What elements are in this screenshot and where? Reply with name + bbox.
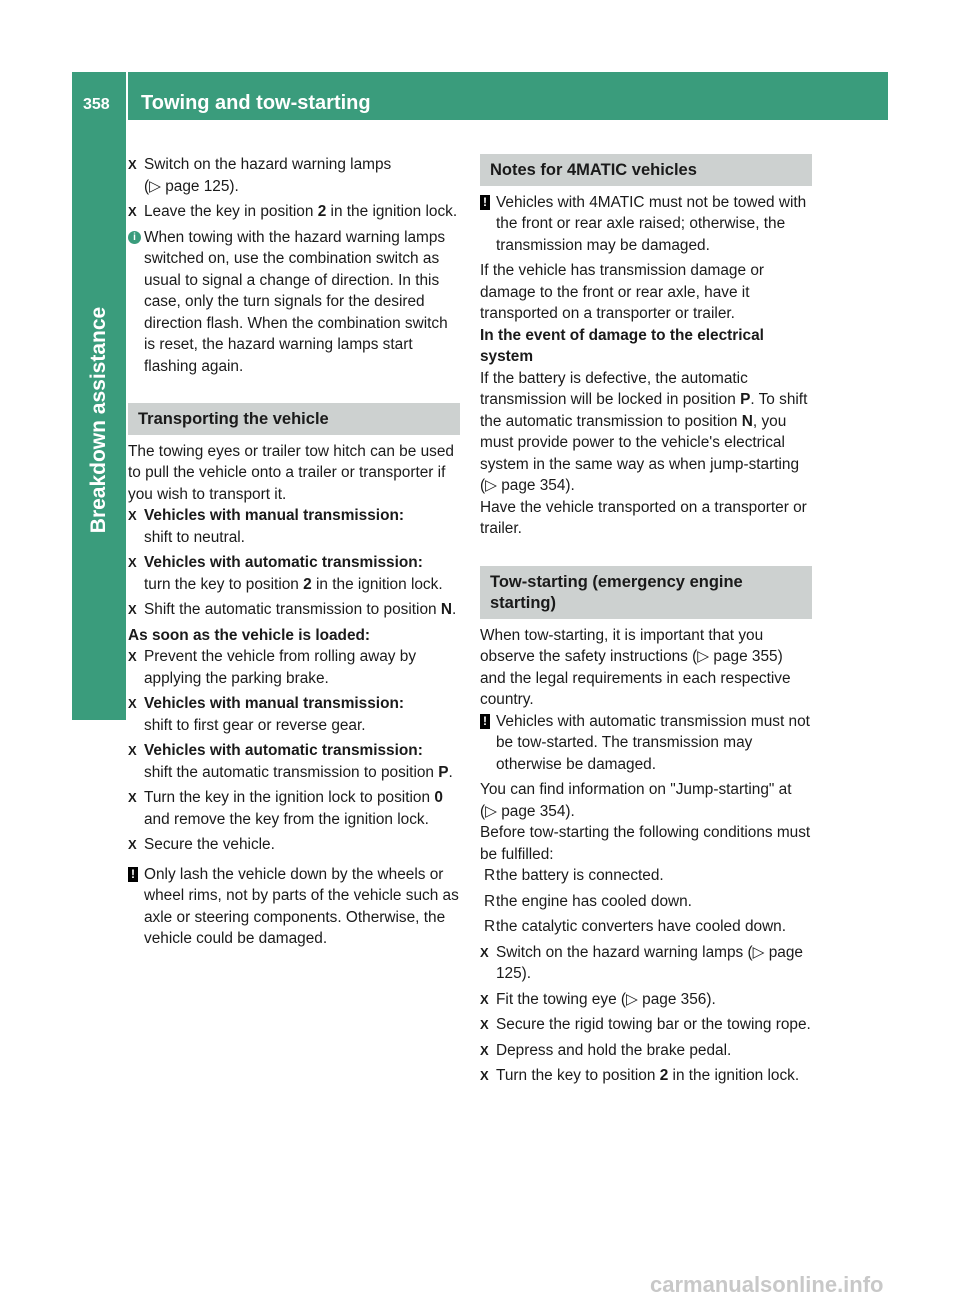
left-column <box>128 154 460 954</box>
subheading: In the event of damage to the electrical system <box>480 326 764 365</box>
step-marker-icon: X <box>128 837 137 852</box>
step-item: X Switch on the hazard warning lamps (▷ page 125). <box>128 156 392 195</box>
paragraph: Before tow-starting the following conditions must be fulfilled: <box>480 824 811 863</box>
paragraph: The towing eyes or trailer tow hitch can be used to pull the vehicle onto a trailer or transporter if you wish to transport it. <box>128 442 454 503</box>
section-heading: Tow-starting (emergency engine starting) <box>480 566 812 619</box>
step-item: X Secure the rigid towing bar or the towing rope. <box>480 1014 812 1036</box>
info-note: i When towing with the hazard warning lamps switched on, use the combination switch as usual to signal a change of direction. In this case, only the turn signals for the desired direction flash. When the combination switch is reset, the hazard warning lamps start flashing again. <box>128 227 460 378</box>
warning-icon: ! <box>480 195 490 210</box>
paragraph: If the battery is defective, the automatic transmission will be locked in position P. To shift the automatic transmission to position N, you must provide power to the vehicle's electrical system in the same way as when jump-starting (▷ page 354). <box>480 369 808 494</box>
paragraph: When tow-starting, it is important that you observe the safety instructions (▷ page 355) and the legal requirements in each respective country. <box>480 626 791 708</box>
header-divider <box>126 72 128 120</box>
step-marker-icon: X <box>128 790 137 805</box>
step-marker-icon: X <box>128 555 137 570</box>
paragraph: Have the vehicle transported on a transporter or trailer. <box>480 498 807 537</box>
step-item: X Shift the automatic transmission to position N. <box>128 599 460 621</box>
step-item: X Fit the towing eye (▷ page 356). <box>480 989 812 1011</box>
step-marker-icon: X <box>480 1042 489 1058</box>
list-item: R the catalytic converters have cooled down. <box>480 916 812 938</box>
page-number: 358 <box>83 96 110 113</box>
chapter-label: Breakdown assistance <box>87 306 110 534</box>
warning-icon: ! <box>480 714 490 729</box>
step-marker-icon: X <box>480 1068 489 1083</box>
step-item: X Switch on the hazard warning lamps (▷ page 125). <box>480 943 803 982</box>
warning-note: ! Vehicles with automatic transmission must not be tow-started. The transmission may otherwise be damaged. <box>480 711 812 776</box>
page-title: Towing and tow-starting <box>141 92 371 114</box>
step-item: X Depress and hold the brake pedal. <box>480 1040 812 1062</box>
step-marker-icon: X <box>128 743 137 758</box>
bullet-icon: R <box>484 892 496 910</box>
warning-icon: ! <box>128 867 138 882</box>
subheading: As soon as the vehicle is loaded: <box>128 626 371 644</box>
paragraph: You can find information on "Jump-starting" at (▷ page 354). <box>480 781 792 820</box>
step-item: X Vehicles with automatic transmission: shift the automatic transmission to position P. <box>128 742 453 781</box>
watermark: carmanualsonline.info <box>650 1272 884 1297</box>
warning-note: ! Vehicles with 4MATIC must not be towed with the front or rear axle raised; otherwise, the transmission may be damaged. <box>480 192 812 257</box>
step-marker-icon: X <box>128 602 137 617</box>
step-marker-icon: X <box>480 1017 489 1032</box>
section-heading: Transporting the vehicle <box>128 403 460 435</box>
section-heading: Notes for 4MATIC vehicles <box>480 154 812 186</box>
step-marker-icon: X <box>128 649 137 664</box>
bullet-icon: R <box>484 867 496 884</box>
step-item: X Vehicles with manual transmission: shift to neutral. <box>128 507 405 546</box>
step-item: X Secure the vehicle. <box>128 834 460 856</box>
step-marker-icon: X <box>128 508 137 523</box>
step-item: X Turn the key to position 2 in the ignition lock. <box>480 1065 812 1087</box>
step-item: X Vehicles with manual transmission: shift to first gear or reverse gear. <box>128 695 405 734</box>
step-item: X Vehicles with automatic transmission: turn the key to position 2 in the ignition lock. <box>128 554 443 593</box>
info-icon: i <box>128 231 141 244</box>
step-marker-icon: X <box>128 696 137 711</box>
step-marker-icon: X <box>480 991 489 1007</box>
warning-note: ! Only lash the vehicle down by the wheels or wheel rims, not by parts of the vehicle such as axle or steering components. Otherwise, the vehicle could be damaged. <box>128 864 460 950</box>
bullet-icon: R <box>484 918 496 935</box>
step-item: X Turn the key in the ignition lock to position 0 and remove the key from the ignition lock. <box>128 789 443 828</box>
list-item: R the battery is connected. <box>480 865 812 887</box>
step-marker-icon: X <box>480 944 489 960</box>
step-item: X Leave the key in position 2 in the ignition lock. <box>128 201 460 223</box>
right-column <box>480 154 812 1091</box>
paragraph: If the vehicle has transmission damage or damage to the front or rear axle, have it transported on a transporter or trailer. <box>480 262 765 322</box>
step-item: X Prevent the vehicle from rolling away by applying the parking brake. <box>128 648 417 687</box>
step-marker-icon: X <box>128 204 137 219</box>
list-item: R the engine has cooled down. <box>480 891 812 913</box>
step-marker-icon: X <box>128 157 137 172</box>
